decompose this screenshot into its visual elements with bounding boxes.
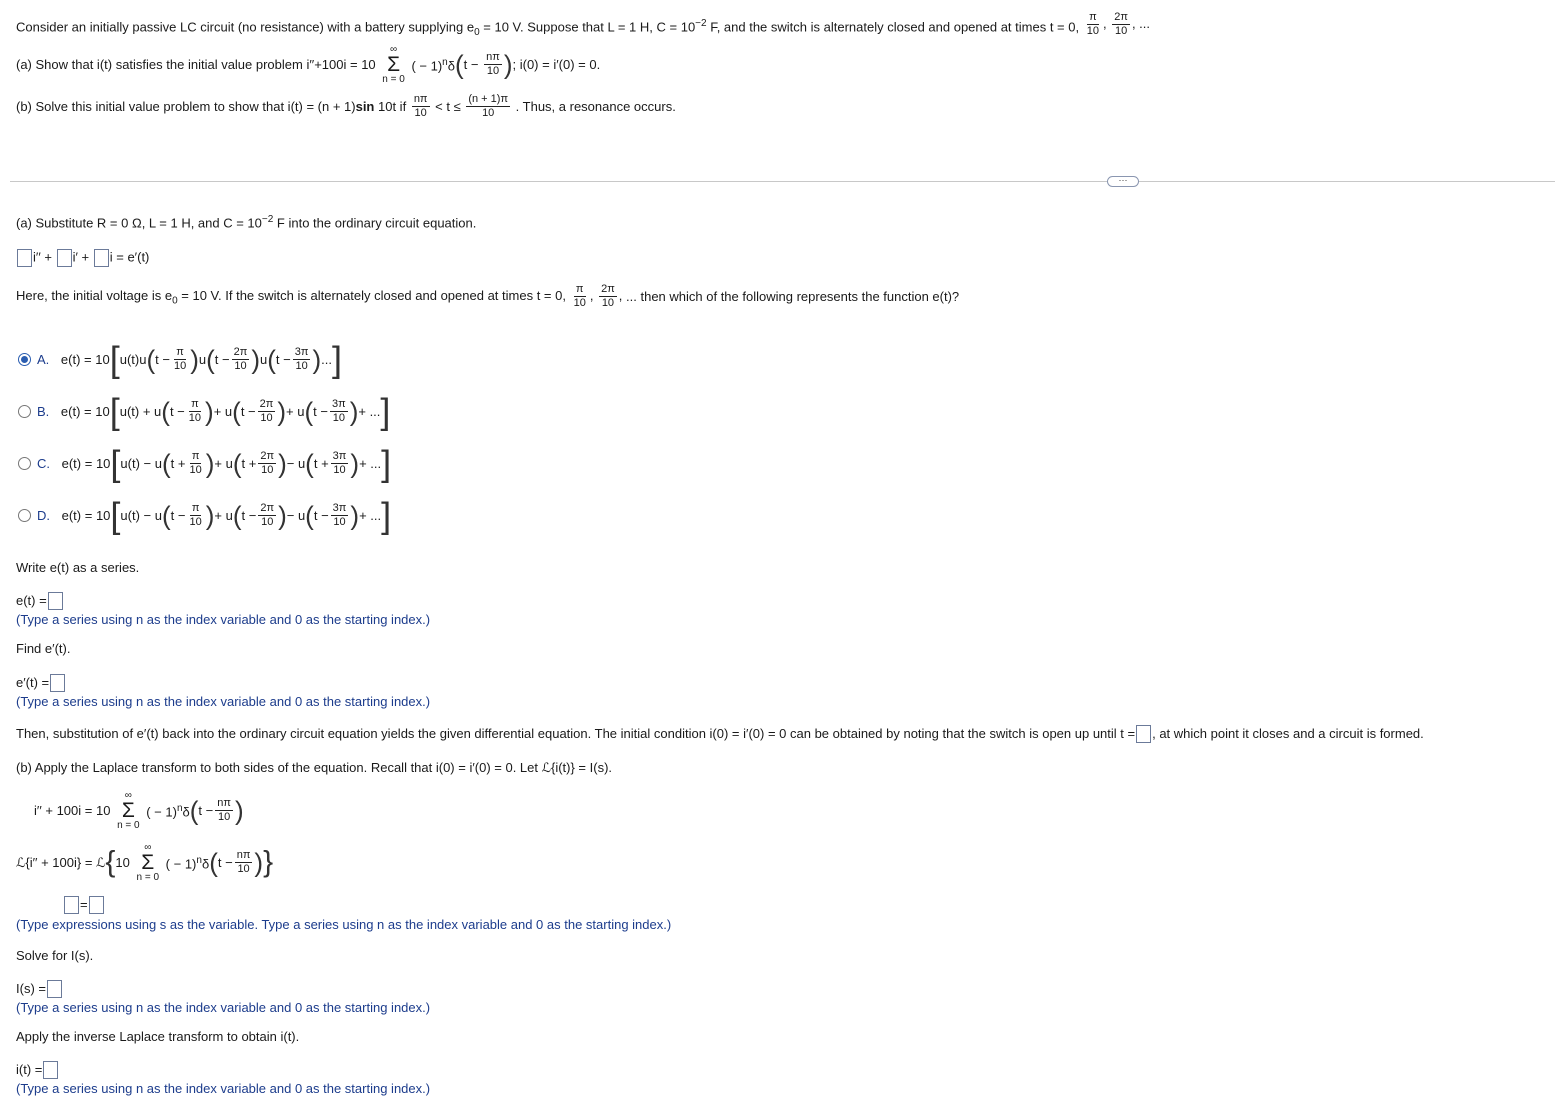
then-row	[16, 725, 1424, 743]
intro-exp: −2	[695, 18, 707, 29]
et-label: e(t) =	[16, 593, 47, 608]
Is-hint: (Type a series using n as the index variable and 0 as the starting index.)	[16, 1000, 431, 1015]
switch-time-input[interactable]	[1136, 725, 1151, 743]
coef-i1-input[interactable]	[57, 249, 72, 267]
part-b-mid: 10t if	[374, 98, 407, 114]
problem-part-a: (a) Show that i(t) satisfies the initial value problem i′′+100i = 10 ∞ Σ n = 0 ( − 1)$^n$δ(t − $\frac{n\pi}{10}$ ); i(0) = i′(0) = 0.	[16, 44, 601, 85]
laplace-lhs-input[interactable]	[64, 896, 79, 914]
det-hint: (Type a series using n as the index variable and 0 as the starting index.)	[16, 694, 431, 709]
sum-symbol: ∞ Σ n = 0	[382, 44, 405, 85]
neg-one: ( − 1)	[411, 58, 443, 74]
it-hint: (Type a series using n as the index variable and 0 as the starting index.)	[16, 1081, 431, 1096]
Is-label: I(s) =	[16, 981, 46, 996]
solve-I-label: Solve for I(s).	[16, 948, 94, 963]
option-c-radio[interactable]	[18, 457, 31, 470]
option-d-radio[interactable]	[18, 509, 31, 522]
time-fraction-2: $\frac{2\pi}{10}$	[1114, 10, 1128, 37]
det-input[interactable]	[50, 674, 65, 692]
part-b-lt: < t ≤	[435, 98, 461, 114]
laplace-rhs-input[interactable]	[89, 896, 104, 914]
option-b[interactable]: B. e(t) = 10[u(t) + u(t − $\frac{\pi}{10}$ )+ u(t − $\frac{2\pi}{10}$ )+ u(t − $\frac{3\pi}{10}$ )+ ...]	[18, 398, 390, 425]
intro-sub: 0	[474, 26, 480, 38]
Is-input[interactable]	[47, 980, 62, 998]
intro-ellipsis: ...	[1139, 15, 1151, 31]
laplace-eq-2: ℒ{i′′ + 100i} = ℒ{10 ∞ Σ n = 0 ( − 1)$^n$δ(t − $\frac{n\pi}{10}$ )}	[16, 842, 274, 883]
coef-i0-input[interactable]	[94, 249, 109, 267]
apply-inverse-label: Apply the inverse Laplace transform to obtain i(t).	[16, 1029, 300, 1044]
npi-over-10: $\frac{n\pi}{10}$	[486, 51, 500, 77]
part-b-label: (b) Apply the Laplace transform to both sides of the equation. Recall that i(0) = i′(0) = 0. Let ℒ{i(t)} = I(s).	[16, 760, 613, 775]
more-options-button[interactable]: ···	[1107, 176, 1139, 187]
option-d[interactable]: D. e(t) = 10[u(t) − u(t − $\frac{\pi}{10}$ )+ u(t − $\frac{2\pi}{10}$ )− u(t − $\frac{3\pi}{10}$ )+ ...]	[18, 502, 391, 529]
step-a-label: (a) Substitute R = 0 Ω, L = 1 H, and $C = 10^{-2}$ F into the ordinary circuit equation.	[16, 214, 477, 231]
t-minus: t −	[463, 56, 479, 72]
det-row	[16, 674, 66, 692]
intro-mid: = 10 V. Suppose that L = 1 H, C = 10	[479, 19, 696, 35]
option-b-radio[interactable]	[18, 405, 31, 418]
et-row	[16, 592, 64, 610]
equals-sign: =	[80, 897, 88, 912]
option-a-radio[interactable]	[18, 353, 31, 366]
circuit-equation	[16, 249, 149, 267]
option-c[interactable]: C. e(t) = 10[u(t) − u(t + $\frac{\pi}{10}$ )+ u(t + $\frac{2\pi}{10}$ )− u(t + $\frac{3\pi}{10}$ )+ ...]	[18, 450, 391, 477]
et-input[interactable]	[48, 592, 63, 610]
it-input[interactable]	[43, 1061, 58, 1079]
then-text: Then, substitution of e′(t) back into the ordinary circuit equation yields the given differential equation. The initial condition i(0) = i′(0) = 0 can be obtained by noting that the switch is open up until t =	[16, 726, 1136, 741]
part-a-prefix: (a) Show that i(t) satisfies the initial value problem i′′+100i = 10	[16, 56, 376, 72]
Is-row	[16, 980, 63, 998]
then-end: , at which point it closes and a circuit is formed.	[1152, 726, 1424, 741]
part-b-prefix: (b) Solve this initial value problem to show that i(t) = (n + 1)	[16, 98, 356, 114]
n1pi-over-10: $\frac{(n + 1)\pi}{10}$	[468, 93, 509, 119]
coef-i2-input[interactable]	[17, 249, 32, 267]
part-b-sin: sin	[355, 98, 375, 114]
section-divider	[10, 181, 1555, 182]
problem-intro: Consider an initially passive LC circuit (no resistance) with a battery supplying $e_0 = 10$ V. Suppose that L = 1 H, $C = 10^{-2}$ F, and the switch is alternately closed and opened at times t = 0, $\frac{\pi}{10}$ , $\frac{2\pi}{10}$ , ...	[16, 10, 1151, 38]
time-fraction-1: $\frac{\pi}{10}$	[1086, 10, 1099, 37]
it-row	[16, 1061, 59, 1079]
write-series-label: Write e(t) as a series.	[16, 560, 140, 575]
intro-text: Consider an initially passive LC circuit (no resistance) with a battery supplying e	[16, 19, 475, 35]
laplace-eq-1: i′′ + 100i = 10 ∞ Σ n = 0 ( − 1)$^n$δ(t − $\frac{n\pi}{10}$ )	[34, 790, 244, 831]
et-hint: (Type a series using n as the index variable and 0 as the starting index.)	[16, 612, 431, 627]
term-i1: i′ +	[72, 249, 90, 265]
term-i2: i′′ +	[33, 249, 52, 265]
voltage-question: Here, the initial voltage is $e_0 = 10$ V. If the switch is alternately closed and opened at times t = 0, $\frac{\pi}{10}$ , $\frac{2\pi}{10}$ , ... then which of the following represents the function e(t)?	[16, 283, 960, 309]
find-deriv-label: Find e′(t).	[16, 641, 71, 656]
term-i0: i = e′(t)	[109, 249, 150, 265]
laplace-hint: (Type expressions using s as the variable. Type a series using n as the index variable and 0 as the starting index.)	[16, 917, 672, 932]
delta: δ	[447, 58, 455, 74]
problem-part-b	[16, 93, 676, 120]
it-label: i(t) =	[16, 1062, 43, 1077]
intro-end: F, and the switch is alternately closed and opened at times t = 0,	[706, 19, 1080, 35]
part-b-suffix: . Thus, a resonance occurs.	[515, 98, 676, 114]
option-a[interactable]: A. e(t) = 10[u(t)u(t − $\frac{\pi}{10}$ )u(t − $\frac{2\pi}{10}$ )u(t − $\frac{3\pi}{10}$ )...]	[18, 346, 342, 373]
part-a-suffix: ; i(0) = i′(0) = 0.	[512, 56, 601, 72]
det-label: e′(t) =	[16, 675, 50, 690]
npi-over-10-b: $\frac{n\pi}{10}$	[413, 93, 428, 119]
n-exponent: n	[442, 56, 448, 68]
laplace-answer-row	[63, 896, 105, 914]
